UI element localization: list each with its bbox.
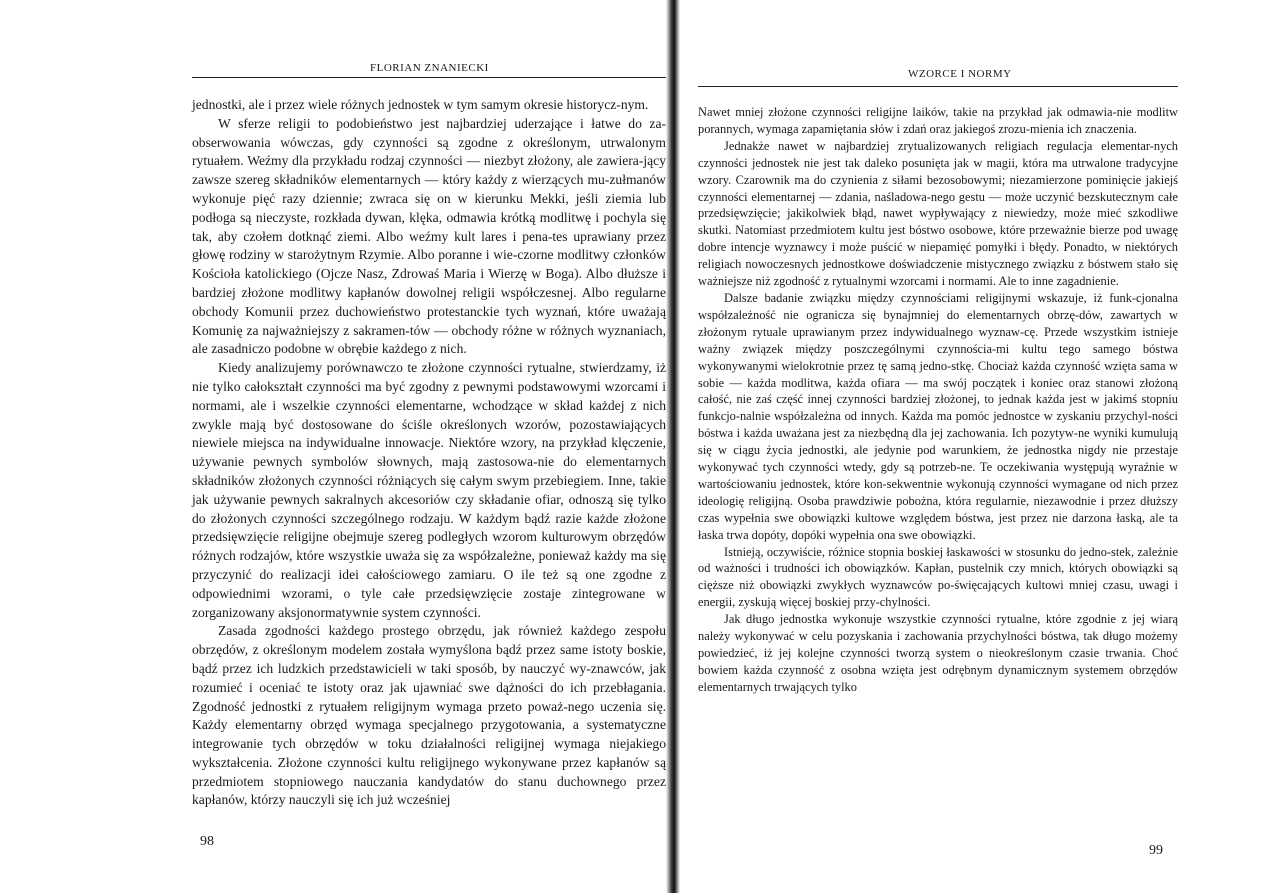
page-number-left: 98 bbox=[200, 834, 214, 849]
right-page bbox=[676, 0, 1262, 893]
paragraph: Dalsze badanie związku między czynnościami religijnymi wskazuje, iż funk-cjonalna współzależność nie ogranicza się bynajmniej do elementarnych obrzę-dów, zawartych w złożonym rytuale uprawianym przez indywidualnego wyznaw-cę. Przede wszystkim istnieje ważny związek między poszczególnymi czynnościa-mi kultu tego samego bóstwa wykonywanymi wielokrotnie przez tę samą jedno-stkę. Chociaż każda czynność wzięta sama w sobie — każda modlitwa, każda ofiara — ma swój początek i koniec oraz stanowi złożoną całość, nie zaś część innej czynności bardziej złożonej, to jednak każda jest w jakimś stopniu funkcjo-nalnie współzależna od innych. Każda ma pomóc jednostce w zyskaniu przychyl-ności bóstwa i każda uważana jest za niezbędną dla jej zachowania. Ich pozytyw-ne wyniki kumulują się w ciągu życia jednostki, ale jedynie pod warunkiem, że jednostka nigdy nie przestaje wykonywać tych czynności wtedy, gdy są potrzeb-ne. Te oczekiwania występują wyraźnie w wartościowaniu jednostek, które kon-sekwentnie wykonują czynności wymagane od nich przez ideologię religijną. Osoba prawdziwie pobożna, która regularnie, niezawodnie i przez dłuższy czas wypełnia swe obowiązki kultowe względem bóstwa, jest przez nie darzona łaską, ale ta łaska trwa dopóty, dopóki wypełnia ona swe obowiązki. bbox=[698, 290, 1178, 542]
page-number-right: 99 bbox=[1149, 843, 1163, 858]
paragraph: Istnieją, oczywiście, różnice stopnia boskiej łaskawości w stosunku do jedno-stek, zależnie od ważności i trudności ich obowiązków. Kapłan, pustelnik czy mnich, których obowiązki są cięższe niż obowiązki zwykłych wyznawców po-święcających kultowi mniej czasu, uwagi i energii, zyskują więcej boskiej przy-chylności. bbox=[698, 544, 1178, 610]
paragraph: Jednakże nawet w najbardziej zrytualizowanych religiach regulacja elementar-nych czynności jednostek nie jest tak daleko posunięta jak w magii, która ma utrwalone tradycyjne wzory. Czarownik ma do czynienia z siłami bezosobowymi; niezamierzone pominięcie jakiejś czynności elementarnej — zdania, naśladowa-nego gestu — może uczynić bezskutecznym całe przedsięwzięcie; jakikolwiek błąd, nawet wypływający z niewiedzy, może mieć szkodliwe skutki. Natomiast przedmiotem kultu jest bóstwo osobowe, które przeważnie bierze pod uwagę dobre intencje wyznawcy i może puścić w niepamięć pomyłki i błędy. Ponadto, w niektórych religiach nowoczesnych jednostkowe doświadczenie mistycznego związku z bóstwem stało się ważniejsze niż zgodność z rytualnymi wzorcami i normami. Ale to inne zagadnienie. bbox=[698, 138, 1178, 289]
paragraph: Zasada zgodności każdego prostego obrzędu, jak również każdego zespołu obrzędów, z określonym modelem została wymyślona bądź przez same istoty boskie, bądź przez ich ludzkich przedstawicieli w taki sposób, by nauczyć wy-znawców, jak rozumieć i oceniać te istoty oraz jak ujawniać swe dążności do ich przebłagania. Zgodność jednostki z rytuałem religijnym wymaga przeto poważ-nego uczenia się. Każdy elementarny obrzęd wymaga specjalnego przygotowania, a systematyczne integrowanie tych obrzędów w toku działalności religijnej wymaga niejakiego wykształcenia. Złożone czynności kultu religijnego wykonywane przez kapłanów są przedmiotem stopniowego nauczania kandydatów do stanu duchownego przez kapłanów, którzy nauczyli się ich już wcześniej bbox=[192, 623, 666, 808]
paragraph: W sferze religii to podobieństwo jest najbardziej uderzające i łatwe do za-obserwowania wówczas, gdy czynności są zgodne z określonym, utrwalonym rytuałem. Weźmy dla przykładu rodzaj czynności — niezbyt złożony, ale zawiera-jący zawsze szereg składników elementarnych — który każdy z wierzących mu-zułmanów wykonuje pięć razy dziennie; zwraca się on w kierunku Mekki, jeśli ziemia lub podłoga są nieczyste, rozkłada dywan, klęka, odmawia krótką modlitwę i pochyla się tak, aby czołem dotknąć ziemi. Albo weźmy kult lares i pena-tes uprawiany przez głowę rodziny w starożytnym Rzymie. Albo poranne i wie-czorne modlitwy członków Kościoła katolickiego (Ojcze Nasz, Zdrowaś Maria i Wierzę w Boga). Albo dłuższe i bardziej złożone modlitwy kapłanów dowolnej religii współczesnej. Albo regularne obchody Komunii przez duchowieństwo protestanckie tych wyznań, które uważają Komunię za najważniejszy z sakramen-tów — obchody różne w różnych wyznaniach, ale zasadniczo podobne w obrębie każdego z nich. bbox=[192, 115, 666, 357]
paragraph: Kiedy analizujemy porównawczo te złożone czynności rytualne, stwierdzamy, iż nie tylko całokształt czynności ma być zgodny z pewnymi podstawowymi wzorcami i normami, ale i wszelkie czynności elementarne, wchodzące w skład każdej z nich zwykle mają być dostosowane do ściśle określonych wzorów, pozostawiających niewiele miejsca na indywidualne innowacje. Niektóre wzory, na przykład klęczenie, używanie pewnych symbolów słownych, mają zastosowa-nie do elementarnych składników złożonych czynności różniących się całym swym przebiegiem. Inne, takie jak używanie pewnych sakralnych akcesoriów czy składanie ofiar, odnoszą się tylko do złożonych czynności szczególnego rodzaju. W każdym bądź razie każde złożone przedsięwzięcie religijne obejmuje szereg podległych wzorom kulturowym obrzędów różnych rodzajów, które wszystkie uważa się za współzależne, ponieważ każdy ma się przyczynić do realizacji idei całościowego zamiaru. O ile też są one zgodne z odpowiednimi wzorami, o tyle całe przedsięwzięcie zostaje zintegrowane w zorganizowany aksjonormatywnie system czynności. bbox=[192, 360, 666, 620]
paragraph: Nawet mniej złożone czynności religijne laików, takie na przykład jak odmawia-nie modlitw porannych, wymaga zapamiętania słów i zdań oraz jakiegoś zrozu-mienia ich znaczenia. bbox=[698, 105, 1178, 136]
running-header-left: FLORIAN ZNANIECKI bbox=[370, 62, 489, 74]
header-rule-right bbox=[698, 86, 1178, 87]
paragraph: jednostki, ale i przez wiele różnych jednostek w tym samym okresie historycz-nym. bbox=[192, 97, 649, 112]
paragraph: Jak długo jednostka wykonuje wszystkie czynności rytualne, które zgodnie z jej wiarą należy wykonywać w celu pozyskania i zachowania przychylności bóstwa, tak długo możemy powiedzieć, iż jej kolejne czynności tworzą system o nieokreślonym czasie trwania. Choć bowiem każda czynność z osobna wzięta jest odrębnym dynamicznym systemem obrzędów elementarnych trwających tylko bbox=[698, 612, 1178, 694]
right-page-body bbox=[698, 104, 1178, 696]
header-rule-left bbox=[192, 77, 666, 78]
running-header-right: WZORCE I NORMY bbox=[908, 68, 1012, 80]
left-page-body bbox=[192, 96, 666, 810]
